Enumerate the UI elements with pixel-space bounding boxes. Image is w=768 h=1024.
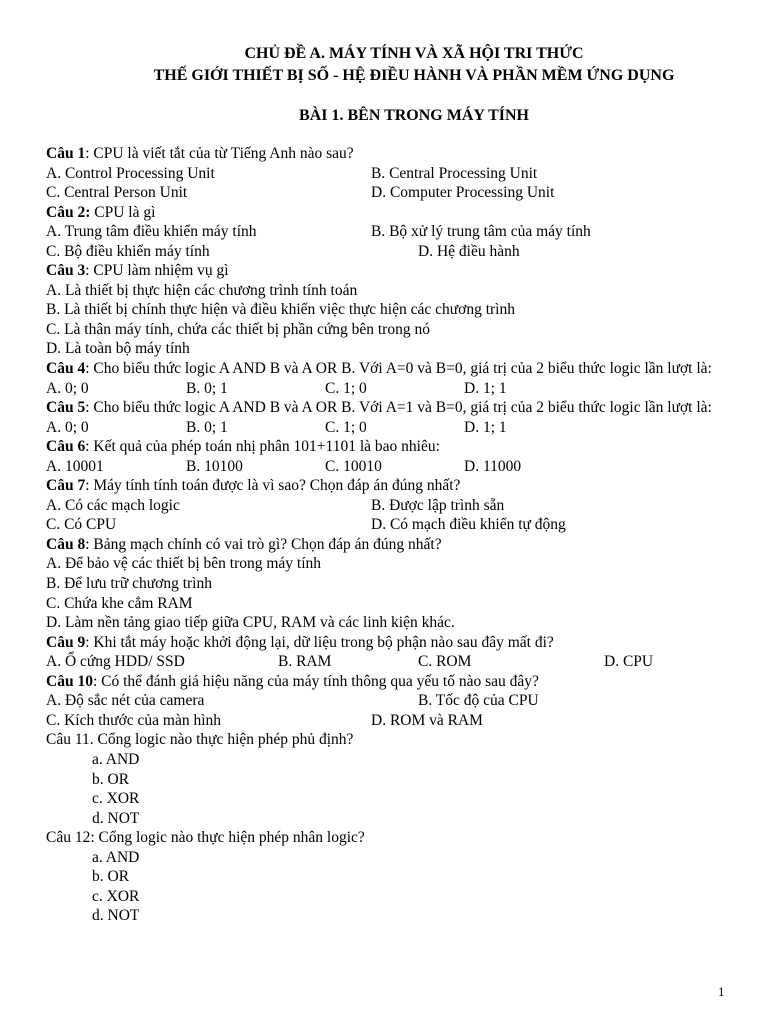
question-label: Câu 4 [46, 360, 86, 378]
question-6 [46, 437, 730, 457]
question-list [46, 144, 730, 926]
question-3 [46, 261, 730, 281]
answer-d: D. Computer Processing Unit [371, 184, 555, 202]
answer-c: C. Kích thước của màn hình [46, 711, 222, 729]
answer-b: B. Là thiết bị chính thực hiện và điều khiển việc thực hiện các chương trình [46, 301, 515, 319]
page-number: 1 [718, 984, 725, 999]
answer-d: D. 1; 1 [464, 418, 507, 436]
answer-row [46, 515, 730, 535]
answer-c: C. Là thân máy tính, chứa các thiết bị phần cứng bên trong nó [46, 320, 430, 338]
answer-a: A. Trung tâm điều khiển máy tính [46, 223, 257, 241]
answer-a: a. AND [92, 848, 140, 866]
answer-d: D. Là toàn bộ máy tính [46, 340, 190, 358]
answer-d: D. ROM và RAM [371, 711, 483, 729]
answer-c: C. ROM [418, 653, 472, 671]
question-text: : Máy tính tính toán được là vì sao? Chọn đáp án đúng nhất? [85, 477, 461, 495]
answer-c: c. XOR [92, 790, 140, 808]
answer-a: A. 10001 [46, 457, 104, 475]
question-text: : CPU làm nhiệm vụ gì [85, 262, 229, 280]
topic-title: CHỦ ĐỀ A. MÁY TÍNH VÀ XÃ HỘI TRI THỨC [244, 45, 584, 62]
answer-row [46, 222, 730, 242]
question-text: : Cho biểu thức logic A AND B và A OR B. Với A=0 và B=0, giá trị của 2 biểu thức logic lần lượt là: [85, 360, 712, 378]
question-label: Câu 2: [46, 203, 91, 221]
question-5 [46, 398, 730, 418]
question-12: Câu 12: Cổng logic nào thực hiện phép nhân logic? [46, 829, 365, 847]
answer-b: B. Central Processing Unit [371, 164, 538, 182]
question-9 [46, 633, 730, 653]
answer-b: B. 10100 [186, 457, 243, 475]
answer-d: d. NOT [92, 907, 140, 925]
question-label: Câu 3 [46, 262, 86, 280]
answer-row [46, 691, 730, 711]
answer-a: A. 0; 0 [46, 379, 89, 397]
answer-b: B. RAM [278, 653, 332, 671]
question-text: : Kết quả của phép toán nhị phân 101+1101 là bao nhiêu: [85, 438, 440, 456]
lesson-title: BÀI 1. BÊN TRONG MÁY TÍNH [299, 107, 529, 124]
answer-row [46, 496, 730, 516]
answer-d: D. CPU [604, 653, 654, 671]
question-7 [46, 476, 730, 496]
question-text: : Khi tắt máy hoặc khởi động lại, dữ liệu trong bộ phận nào sau đây mất đi? [85, 633, 554, 651]
answer-b: B. Để lưu trữ chương trình [46, 575, 212, 593]
answer-row [46, 164, 730, 184]
answer-b: B. Được lập trình sẵn [371, 496, 505, 514]
question-8 [46, 535, 730, 555]
answer-a: A. Là thiết bị thực hiện các chương trình tính toán [46, 281, 358, 299]
answer-d: D. Làm nền tảng giao tiếp giữa CPU, RAM và các linh kiện khác. [46, 614, 455, 632]
question-label: Câu 10 [46, 672, 93, 690]
answer-c: C. 10010 [325, 457, 382, 475]
answer-row [46, 457, 730, 477]
answer-a: A. Độ sắc nét của camera [46, 692, 205, 710]
answer-d: d. NOT [92, 809, 140, 827]
answer-d: D. Hệ điều hành [418, 242, 520, 260]
question-1 [46, 144, 730, 164]
answer-b: b. OR [92, 770, 130, 788]
answer-row [46, 183, 730, 203]
answer-c: C. Central Person Unit [46, 184, 188, 202]
answer-row [46, 379, 730, 399]
question-label: Câu 9 [46, 633, 86, 651]
answer-row [46, 418, 730, 438]
answer-d: D. 11000 [464, 457, 522, 475]
answer-row [46, 242, 730, 262]
answer-a: A. Có các mạch logic [46, 496, 180, 514]
answer-c: c. XOR [92, 887, 140, 905]
answer-b: b. OR [92, 868, 130, 886]
answer-c: C. Bộ điều khiển máy tính [46, 242, 210, 260]
question-label: Câu 1 [46, 145, 86, 162]
answer-d: D. 1; 1 [464, 379, 507, 397]
question-label: Câu 5 [46, 399, 86, 417]
answer-a: A. 0; 0 [46, 418, 89, 436]
answer-a: a. AND [92, 750, 140, 768]
answer-c: C. 1; 0 [325, 418, 367, 436]
question-text: CPU là gì [90, 203, 156, 221]
answer-c: C. Chứa khe cắm RAM [46, 594, 193, 612]
question-11: Câu 11. Cổng logic nào thực hiện phép phủ định? [46, 731, 354, 749]
answer-b: B. 0; 1 [186, 418, 228, 436]
answer-b: B. 0; 1 [186, 379, 228, 397]
question-text: : CPU là viết tắt của từ Tiếng Anh nào sau? [85, 145, 354, 162]
answer-row [46, 711, 730, 731]
answer-a: A. Để bảo vệ các thiết bị bên trong máy tính [46, 555, 322, 573]
answer-d: D. Có mạch điều khiển tự động [371, 516, 566, 534]
answer-c: C. Có CPU [46, 516, 117, 534]
question-label: Câu 7 [46, 477, 86, 495]
answer-c: C. 1; 0 [325, 379, 367, 397]
question-text: : Cho biểu thức logic A AND B và A OR B. Với A=1 và B=0, giá trị của 2 biểu thức logic lần lượt là: [85, 399, 712, 417]
answer-a: A. Ổ cứng HDD/ SSD [46, 653, 185, 671]
question-label: Câu 6 [46, 438, 86, 456]
question-2 [46, 203, 730, 223]
answer-b: B. Tốc độ của CPU [418, 692, 539, 710]
question-4 [46, 359, 730, 379]
answer-b: B. Bộ xử lý trung tâm của máy tính [371, 223, 591, 241]
question-label: Câu 8 [46, 535, 86, 553]
question-text: : Có thể đánh giá hiệu năng của máy tính thông qua yếu tố nào sau đây? [92, 672, 539, 690]
question-text: : Bảng mạch chính có vai trò gì? Chọn đáp án đúng nhất? [85, 535, 442, 553]
question-10 [46, 672, 730, 692]
topic-subtitle: THẾ GIỚI THIẾT BỊ SỐ - HỆ ĐIỀU HÀNH VÀ PHẦN MỀM ỨNG DỤNG [153, 67, 675, 84]
answer-row [46, 652, 730, 672]
answer-a: A. Control Processing Unit [46, 164, 215, 182]
